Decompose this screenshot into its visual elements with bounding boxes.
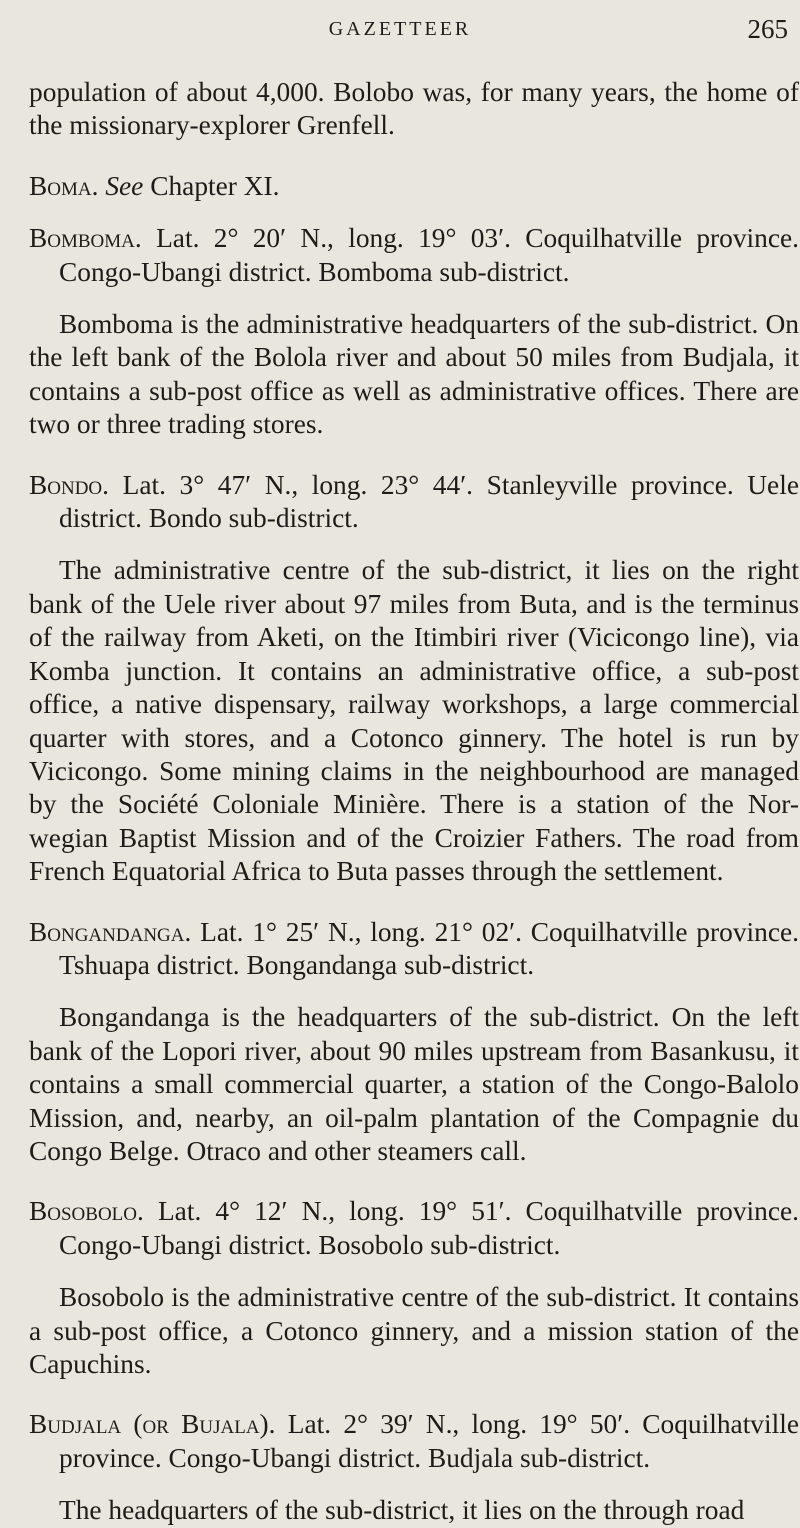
- page-number: 265: [747, 14, 788, 44]
- entry-headword: Bosobolo.: [29, 1196, 144, 1227]
- entry-headword: Bongandanga.: [29, 916, 192, 947]
- entry-boma: [29, 170, 799, 203]
- entry-detail: Chapter XI.: [150, 170, 280, 201]
- entry-headword: Boma.: [29, 170, 99, 201]
- running-title: GAZETTEER: [328, 18, 472, 40]
- entry-headword: Bondo.: [29, 469, 110, 500]
- entry-alt-name: (or Bujala).: [133, 1409, 276, 1440]
- entry-detail: Lat. 2° 39′ N., long. 19° 50′. Coquilhatville province. Congo-Ubangi district. Budjala sub-district.: [59, 1409, 799, 1473]
- gazetteer-text: [29, 76, 799, 1528]
- entry-body-bosobolo: Bosobolo is the administrative centre of the sub-district. It contains a sub-post office, a Cotonco ginnery, and a mission station of the Capuchins.: [29, 1282, 799, 1379]
- entry-detail: Lat. 1° 25′ N., long. 21° 02′. Coquilhatville province. Tshuapa district. Bongandanga sub-district.: [59, 916, 799, 980]
- see-reference: See: [105, 170, 144, 201]
- entry-body-bondo: The administrative centre of the sub-district, it lies on the right bank of the Uele river about 97 miles from Buta, and is the terminus of the railway from Aketi, on the Itimbiri river (Vicicongo line), via Komba junction. It contains an administrative office, a sub-post office, a native dispensary, railway workshops, a large commercial quarter with stores, and a Cotonco ginnery. The hotel is run by Vicicongo. Some mining claims in the neighbourhood are managed by the Société Coloniale Minière. There is a station of the Nor-wegian Baptist Mission and of the Croizier Fathers. The road from French Equatorial Africa to Buta passes through the settlement.: [29, 555, 799, 887]
- entry-bosobolo: [29, 1195, 799, 1262]
- entry-body-bomboma: Bomboma is the administrative headquarters of the sub-district. On the left bank of the Bolola river and about 50 miles from Budjala, it contains a sub-post office as well as administrative offices. There are two or three trading stores.: [29, 309, 799, 440]
- entry-bomboma: [29, 222, 799, 289]
- running-head: [0, 14, 800, 48]
- continuation-paragraph: population of about 4,000. Bolobo was, for many years, the home of the missionary-explorer Grenfell.: [29, 77, 799, 141]
- entry-body-bongandanga: Bongandanga is the headquarters of the sub-district. On the left bank of the Lopori river, about 90 miles upstream from Basankusu, it contains a small commercial quarter, a station of the Congo-Balolo Mission, and, nearby, an oil-palm plantation of the Compagnie du Congo Belge. Otraco and other steamers call.: [29, 1002, 799, 1166]
- entry-body-budjala: The headquarters of the sub-district, it lies on the through road: [59, 1495, 745, 1526]
- entry-bongandanga: [29, 916, 799, 983]
- entry-detail: Lat. 4° 12′ N., long. 19° 51′. Coquilhatville province. Congo-Ubangi district. Bosobolo sub-district.: [59, 1196, 799, 1260]
- entry-headword: Bomboma.: [29, 223, 142, 254]
- entry-bondo: [29, 469, 799, 536]
- entry-detail: Lat. 2° 20′ N., long. 19° 03′. Coquilhatville province. Congo-Ubangi district. Bomboma sub-district.: [59, 223, 799, 287]
- entry-headword: Budjala: [29, 1409, 122, 1440]
- entry-budjala: [29, 1408, 799, 1475]
- entry-detail: Lat. 3° 47′ N., long. 23° 44′. Stanleyville province. Uele district. Bondo sub-district.: [59, 469, 799, 534]
